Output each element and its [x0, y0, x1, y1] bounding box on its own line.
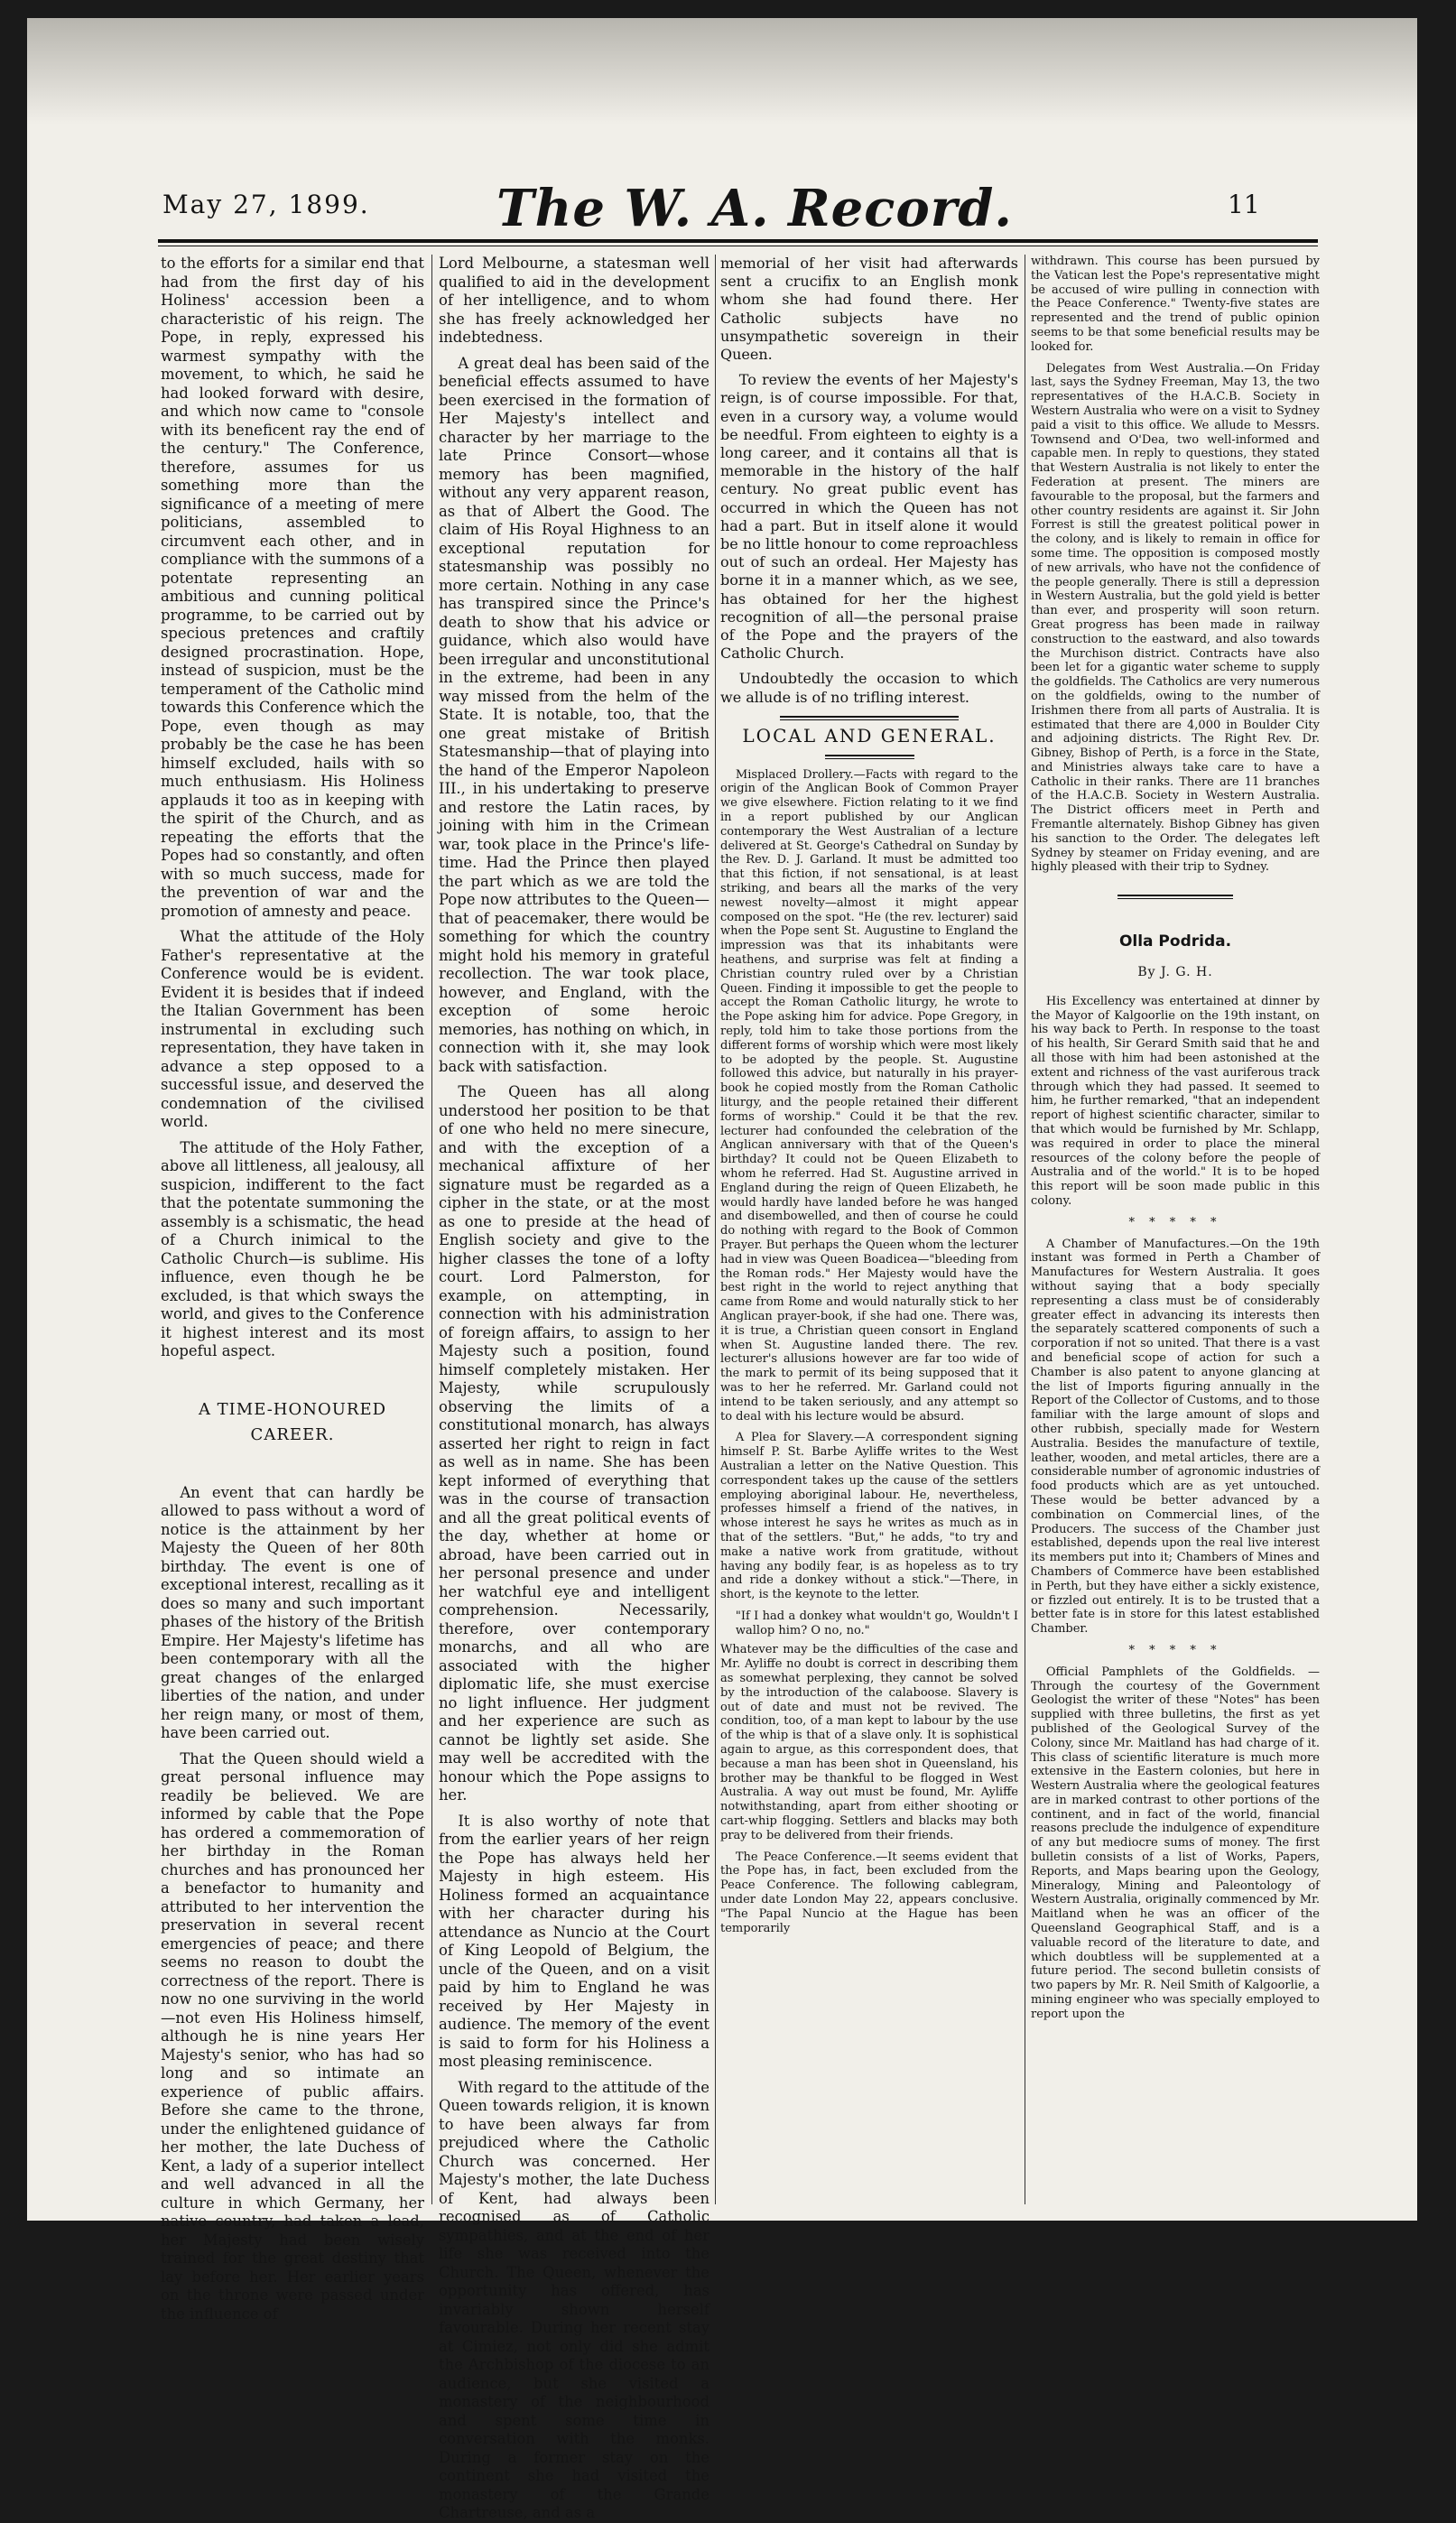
- column-1: [161, 255, 424, 2323]
- column-divider: [431, 255, 432, 2204]
- byline: By J. G. H.: [1137, 965, 1213, 980]
- page-number: 11: [1228, 190, 1260, 219]
- paragraph: Undoubtedly the occasion to which we allude is of no trifling interest.: [720, 670, 1018, 706]
- paragraph: Official Pamphlets of the Goldfields. — Through the courtesy of the Government Geologist the writer of these "Notes" has been supplied with three bulletins, the first as yet published of the Geological Survey of the Colony, since Mr. Maitland has had charge of it. This class of scientific literature is much more extensive in the Eastern colonies, but here in Western Australia where the geological features are in marked contrast to other portions of the continent, and in fact of the world, financial reasons preclude the indulgence of expenditure of any but mediocre sums of money. The first bulletin consists of a list of Works, Papers, Reports, and Maps bearing upon the Geology, Mineralogy, Mining and Paleontology of Western Australia, originally commenced by Mr. Maitland when he was an officer of the Queensland Geographical Staff, and is a valuable record of the literature to date, and which doubtless will be supplemented at a future period. The second bulletin consists of two papers by Mr. R. Neil Smith of Kalgoorlie, a mining engineer who was specially employed to report upon the: [1031, 1665, 1320, 2021]
- paragraph: The attitude of the Holy Father, above all littleness, all jealousy, all suspicion, indifferent to the fact that the potentate summoning the assembly is a schismatic, the head of a Church inimical to the Catholic Church—is sublime. His influence, even though he be excluded, is that which sways the world, and gives to the Conference it highest interest and its most hopeful aspect.: [161, 1138, 424, 1359]
- column-heading: Olla Podrida.: [1118, 932, 1232, 951]
- issue-date: May 27, 1899.: [162, 190, 370, 219]
- column-2: [439, 255, 709, 2521]
- paragraph: memorial of her visit had afterwards sent a crucifix to an English monk whom she had found there. Her Catholic subjects have no unsympathetic sovereign in their Queen.: [720, 255, 1018, 364]
- paragraph: With regard to the attitude of the Queen towards religion, it is known to have been always far from prejudiced where the Catholic Church was concerned. Her Majesty's mother, the late Duchess of Kent, had always been recognised as of Catholic sympathies, and at the end of her life she was received into the Church. The Queen, whenever the opportunity has offered, has invariably shown herself favourable. During her recent stay at Cimiez, not only did she admit the Archbishop of the diocese to an audience, but she visited a monastery of the neighbourhood and spent some time in conversation with the monks. During a former stay on the continent she had visited the monastery of the Grande Chartreuse, and as a: [439, 2078, 709, 2521]
- article-heading: A TIME-HONOURED CAREER.: [198, 1399, 387, 1444]
- paragraph: The Peace Conference.—It seems evident that the Pope has, in fact, been excluded from the Peace Conference. The following cablegram, under date London May 22, appears conclusive. "The Papal Nuncio at the Hague has been temporarily: [720, 1850, 1018, 1935]
- paragraph: Misplaced Drollery.—Facts with regard to the origin of the Anglican Book of Common Prayer we give elsewhere. Fiction relating to it we find in a report published by our Anglican contemporary the West Australian of a lecture delivered at St. George's Cathedral on Sunday by the Rev. D. J. Garland. It must be admitted too that this fiction, if not sensational, is at least striking, and bears all the marks of the very newest novelty—almost it might appear composed on the spot. "He (the rev. lecturer) said when the Pope sent St. Augustine to England the impression was that its inhabitants were heathens, and surprise was felt at finding a Christian country ruled over by a Christian Queen. Finding it impossible to get the people to accept the Roman Catholic liturgy, he wrote to the Pope asking him for advice. Pope Gregory, in reply, told him to take those portions from the different forms of worship which were most likely to be adopted by the people. St. Augustine followed this advice, but naturally in his prayer-book he copied mostly from the Roman Catholic liturgy, and the people retained their different forms of worship." Could it be that the rev. lecturer had confounded the celebration of the Anglican anniversary with that of the Queen's birthday? It could not be Queen Elizabeth to whom he referred. Had St. Augustine arrived in England during the reign of Queen Elizabeth, he would hardly have landed before he was hanged and disembowelled, and then of course he could do nothing with regard to the Book of Common Prayer. But perhaps the Queen whom the lecturer had in view was Queen Boadicea—"bleeding from the Roman rods." Her Majesty would have the best right in the world to reject anything that came from Rome and would naturally stick to her Anglican prayer-book, if she had one. There was, it is true, a Christian queen consort in England when St. Augustine landed there. The rev. lecturer's allusions however are far too wide of the mark to permit of its being supposed that it was to her he referred. Mr. Garland could not intend to be taken seriously, and any attempt so to deal with his lecture would be absurd.: [720, 767, 1018, 1424]
- section-heading: LOCAL AND GENERAL.: [742, 724, 997, 747]
- section-separator: [1118, 895, 1233, 899]
- paragraph: The Queen has all along understood her position to be that of one who held no mere sinecure, and with the exception of a mechanical affixture of her signature must be regarded as a cipher in the state, or at the most as one to preside at the head of English society and give to the higher classes the tone of a lofty court. Lord Palmerston, for example, on attempting, in connection with his administration of foreign affairs, to assign to her Majesty such a position, found himself completely mistaken. Her Majesty, while scrupulously observing the limits of a constitutional monarch, has always asserted her right to reign in fact as well as in name. She has been kept informed of everything that was in the course of transaction and all the great political events of the day, whether at home or abroad, have been carried out in her personal presence and under her watchful eye and intelligent comprehension. Necessarily, therefore, over contemporary monarchs, and all who are associated with the higher diplomatic life, she must exercise no light influence. Her judgment and her experience are such as cannot be lightly set aside. She may well be accredited with the honour which the Pope assigns to her.: [439, 1083, 709, 1804]
- paragraph: Delegates from West Australia.—On Friday last, says the Sydney Freeman, May 13, the two representatives of the H.A.C.B. Society in Western Australia who were on a visit to Sydney paid a visit to this office. We allude to Messrs. Townsend and O'Dea, two well-informed and capable men. In reply to questions, they stated that Western Australia is not likely to enter the Federation at present. The miners are favourable to the proposal, but the farmers and other country residents are against it. Sir John Forrest is still the greatest political power in the colony, and is likely to remain in office for some time. The opposition is composed mostly of new arrivals, who have not the confidence of the people generally. There is still a depression in Western Australia, but the gold yield is better than ever, and prosperity will soon return. Great progress has been made in railway construction to the eastward, and also towards the Murchison district. Contracts have also been let for a gigantic water scheme to supply the goldfields. The Catholics are very numerous on the goldfields, owing to the number of Irishmen there from all parts of Australia. It is estimated that there are 4,000 in Boulder City and adjoining districts. The Right Rev. Dr. Gibney, Bishop of Perth, is a force in the State, and Ministries always take care to have a Catholic in their ranks. There are 11 branches of the H.A.C.B. Society in Western Australia. The District officers meet in Perth and Fremantle alternately. Bishop Gibney has given his sanction to the Order. The delegates left Sydney by steamer on Friday evening, and are highly pleased with their trip to Sydney.: [1031, 361, 1320, 875]
- column-3: [720, 255, 1018, 2204]
- paragraph: Whatever may be the difficulties of the case and Mr. Ayliffe no doubt is correct in describing them as somewhat perplexing, they cannot be solved by the introduction of the calaboose. Slavery is out of date and must not be revived. The condition, too, of a man kept to labour by the use of the whip is that of a slave only. It is sophistical again to argue, as this correspondent does, that because a man has been shot in Queensland, his brother may be thankful to be flogged in West Australia. A way out must be found, Mr. Ayliffe notwithstanding, apart from either shooting or cart-whip flogging. Settlers and blacks may both pray to be delivered from their friends.: [720, 1643, 1018, 1842]
- header-rule-thick: [158, 239, 1318, 243]
- paragraph: A Plea for Slavery.—A correspondent signing himself P. St. Barbe Ayliffe writes to the West Australian a letter on the Native Question. This correspondent takes up the cause of the settlers employing aboriginal labour. He, nevertheless, professes himself a friend of the natives, in whose interest he says he writes as much as in that of the settlers. "But," he adds, "to try and make a native work from gratitude, without having any bodily fear, is as hopeless as to try and ride a donkey without a stick."—There, in short, is the keynote to the letter.: [720, 1431, 1018, 1602]
- paragraph: to the efforts for a similar end that had from the first day of his Holiness' accession been a characteristic of his reign. The Pope, in reply, expressed his warmest sympathy with the movement, to which, he said he had looked forward with desire, and which now came to "console with its beneficent ray the end of the century." The Conference, therefore, assumes for us something more than the significance of a meeting of mere politicians, assembled to circumvent each other, and in compliance with the summons of a potentate representing an ambitious and cunning political programme, to be carried out by specious pretences and craftily designed procrastination. Hope, instead of suspicion, must be the temperament of the Catholic mind towards this Conference which the Pope, even though as may probably be the case he has been himself excluded, hails with so much enthusiasm. His Holiness applauds it too as in keeping with the spirit of the Church, and as repeating the efforts that the Popes had so constantly, and often with so much success, made for the prevention of war and the promotion of amnesty and peace.: [161, 255, 424, 920]
- paragraph: withdrawn. This course has been pursued by the Vatican lest the Pope's representative might be accused of wire pulling in connection with the Peace Conference." Twenty-five states are represented and the trend of public opinion seems to be that some beneficial results may be looked for.: [1031, 255, 1320, 354]
- newspaper-page: [27, 18, 1417, 2521]
- paragraph: Lord Melbourne, a statesman well qualified to aid in the development of her intelligence, and to whom she has freely acknowledged her indebtedness.: [439, 255, 709, 346]
- masthead-title: The W. A. Record.: [496, 179, 1013, 238]
- column-4: [1031, 255, 1320, 2204]
- star-separator: * * * * *: [1128, 1215, 1222, 1229]
- paragraph: What the attitude of the Holy Father's representative at the Conference would be is evident. Evident it is besides that if indeed the Italian Government has been instrumental in excluding such representation, they have taken in advance a step opposed to a successful issue, and deserved the condemnation of the civilised world.: [161, 928, 424, 1130]
- column-divider: [715, 255, 716, 2204]
- paragraph: A Chamber of Manufactures.—On the 19th instant was formed in Perth a Chamber of Manufactures for Western Australia. It goes without saying that a body specially representing a class must be of considerably greater effect in advancing its interests then the separately scattered components of such a corporation if not so united. That there is a vast and beneficial scope of action for such a Chamber is also patent to anyone glancing at the list of Imports figuring annually in the Report of the Collector of Customs, and to those familiar with the large amount of slops and other rubbish, specially made for Western Australia. Besides the manufacture of textile, leather, wooden, and metal articles, there are a considerable number of agronomic industries of food products which are as yet untouched. These would be better advanced by a combination on Commercial lines, of the Producers. The success of the Chamber just established, depends upon the real live interest its members put into it; Chambers of Mines and Chambers of Commerce have been established in Perth, but they have either a sickly existence, or fizzled out entirely. It is to be trusted that a better fate is in store for this latest established Chamber.: [1031, 1237, 1320, 1637]
- paragraph: His Excellency was entertained at dinner by the Mayor of Kalgoorlie on the 19th instant, on his way back to Perth. In response to the toast of his health, Sir Gerard Smith said that he and all those with him had been astonished at the extent and richness of the vast auriferous track through which they had passed. It seemed to him, he further remarked, "that an independent report of highest scientific character, similar to that which would be furnished by Mr. Schlapp, was required in order to place the mineral resources of the colony before the people of Australia and of the world." It is to be hoped this report will be soon made public in this colony.: [1031, 994, 1320, 1209]
- section-separator: [780, 716, 959, 720]
- paragraph: It is also worthy of note that from the earlier years of her reign the Pope has always held her Majesty in high esteem. His Holiness formed an acquaintance with her character during his attendance as Nuncio at the Court of King Leopold of Belgium, the uncle of the Queen, and on a visit paid by him to England he was received by Her Majesty in audience. The memory of the event is said to form for his Holiness a most pleasing reminiscence.: [439, 1812, 709, 2070]
- star-separator: * * * * *: [1128, 1643, 1222, 1657]
- section-separator: [825, 755, 914, 759]
- paragraph: To review the events of her Majesty's reign, is of course impossible. For that, even in a cursory way, a volume would be needful. From eighteen to eighty is a long career, and it contains all that is memorable in the history of the half century. No great public event has occurred in which the Queen has not had a part. But in itself alone it would be no little honour to come reproachless out of such an ordeal. Her Majesty has borne it in a manner which, as we see, has obtained for her the highest recognition of all—the personal praise of the Pope and the prayers of the Catholic Church.: [720, 371, 1018, 663]
- paragraph: That the Queen should wield a great personal influence may readily be believed. We are informed by cable that the Pope has ordered a commemoration of her birthday in the Roman churches and has pronounced her a benefactor to humanity and attributed to her intervention the preservation in several recent emergencies of peace; and there seems no reason to doubt the correctness of the report. There is now no one surviving in the world—not even His Holiness himself, although he is nine years Her Majesty's senior, who has had so long and so intimate an experience of public affairs. Before she came to the throne, under the enlightened guidance of her mother, the late Duchess of Kent, a lady of a superior intellect and well advanced in all the culture in which Germany, her native country, had taken a lead, her Majesty had been wisely trained for the great destiny that lay before her. Her earlier years on the throne were passed under the influence of: [161, 1749, 424, 2323]
- paragraph: An event that can hardly be allowed to pass without a word of notice is the attainment by her Majesty the Queen of her 80th birthday. The event is one of exceptional interest, recalling as it does so many and such important phases of the history of the British Empire. Her Majesty's lifetime has been contemporary with all the great changes of the enlarged liberties of the nation, and under her reign many, or most of them, have been carried out.: [161, 1483, 424, 1741]
- paragraph: A great deal has been said of the beneficial effects assumed to have been exercised in the formation of Her Majesty's intellect and character by her marriage to the late Prince Consort—whose memory has been magnified, without any very apparent reason, as that of Albert the Good. The claim of His Royal Highness to an exceptional reputation for statesmanship was possibly no more certain. Nothing in any case has transpired since the Prince's death to show that his advice or guidance, which also would have been irregular and unconstitutional in the extreme, had been in any way missed from the helm of the State. It is notable, too, that the one great mistake of British Statesmanship—that of playing into the hand of the Emperor Napoleon III., in his undertaking to preserve and restore the Latin races, by joining with him in the Crimean war, took place in the Prince's life-time. Had the Prince then played the part which as we are told the Pope now attributes to the Queen—that of peacemaker, there would be something for which the country might hold his memory in grateful recollection. The war took place, however, and England, with the exception of some heroic memories, has nothing on which, in connection with it, she may look back with satisfaction.: [439, 354, 709, 1075]
- verse-quote: "If I had a donkey what wouldn't go, Wouldn't I wallop him? O no, no.": [735, 1609, 1018, 1637]
